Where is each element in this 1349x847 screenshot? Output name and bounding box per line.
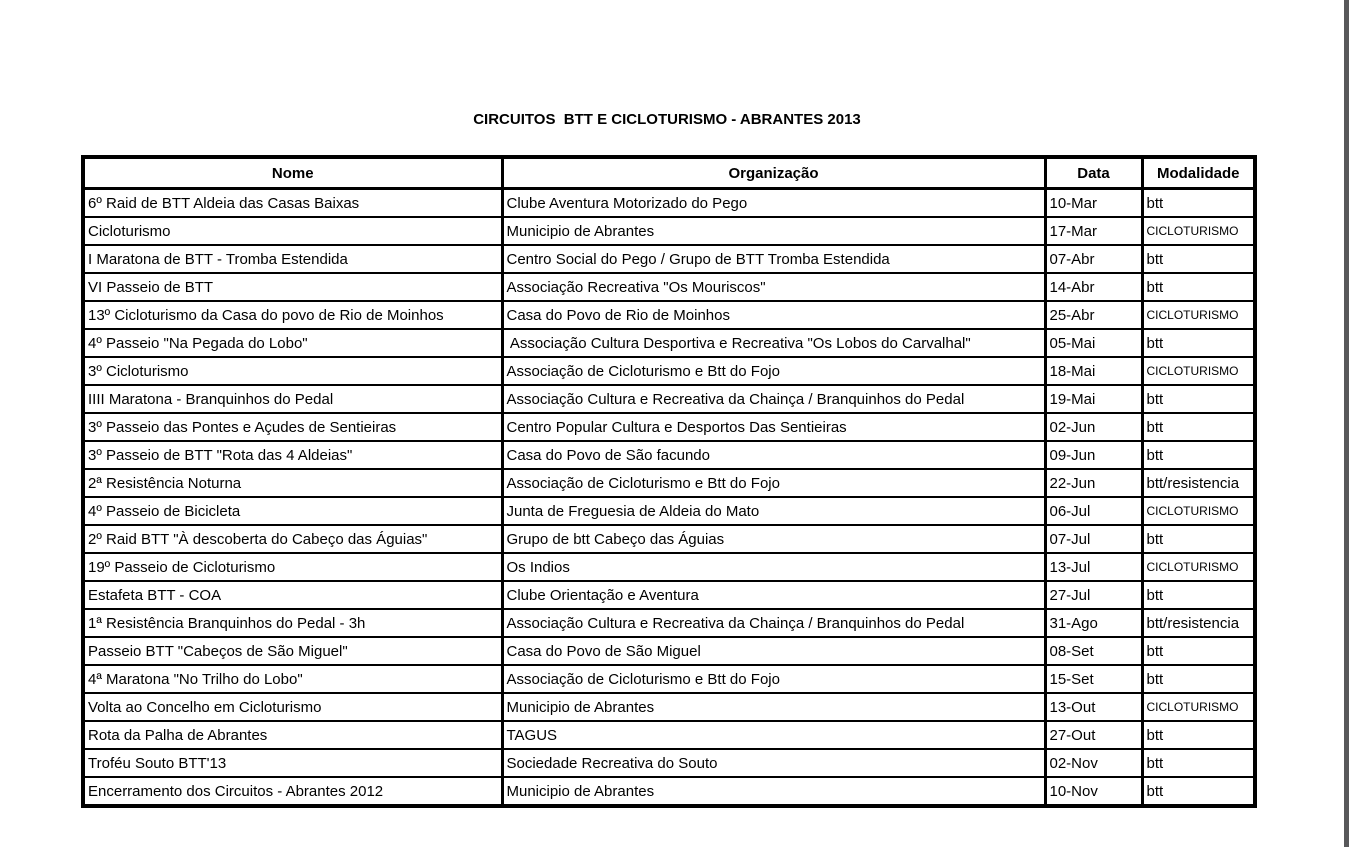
cell-nome: 4º Passeio de Bicicleta	[83, 497, 502, 525]
cell-nome: I Maratona de BTT - Tromba Estendida	[83, 245, 502, 273]
cell-modalidade: btt	[1142, 581, 1255, 609]
cell-modalidade: btt	[1142, 189, 1255, 218]
column-header-nome: Nome	[83, 157, 502, 189]
cell-organizacao: Municipio de Abrantes	[502, 777, 1045, 806]
cell-data: 05-Mai	[1045, 329, 1142, 357]
cell-data: 02-Jun	[1045, 413, 1142, 441]
cell-organizacao: Associação de Cicloturismo e Btt do Fojo	[502, 357, 1045, 385]
cell-data: 18-Mai	[1045, 357, 1142, 385]
cell-data: 13-Out	[1045, 693, 1142, 721]
cell-organizacao: Associação Cultura e Recreativa da Chainça / Branquinhos do Pedal	[502, 609, 1045, 637]
table-row	[83, 189, 1255, 218]
cell-modalidade: btt	[1142, 749, 1255, 777]
table-row	[83, 553, 1255, 581]
cell-data: 02-Nov	[1045, 749, 1142, 777]
cell-modalidade: btt/resistencia	[1142, 609, 1255, 637]
cell-data: 07-Abr	[1045, 245, 1142, 273]
cell-organizacao: Associação Cultura e Recreativa da Chainça / Branquinhos do Pedal	[502, 385, 1045, 413]
table-header-row	[83, 157, 1255, 189]
cell-organizacao: Associação Recreativa "Os Mouriscos"	[502, 273, 1045, 301]
cell-modalidade: btt	[1142, 413, 1255, 441]
cell-organizacao: Clube Orientação e Aventura	[502, 581, 1045, 609]
cell-nome: 3º Passeio de BTT "Rota das 4 Aldeias"	[83, 441, 502, 469]
cell-organizacao: Clube Aventura Motorizado do Pego	[502, 189, 1045, 218]
cell-nome: 19º Passeio de Cicloturismo	[83, 553, 502, 581]
cell-organizacao: Sociedade Recreativa do Souto	[502, 749, 1045, 777]
cell-organizacao: TAGUS	[502, 721, 1045, 749]
cell-data: 27-Jul	[1045, 581, 1142, 609]
table-row	[83, 385, 1255, 413]
cell-nome: 6º Raid de BTT Aldeia das Casas Baixas	[83, 189, 502, 218]
cell-organizacao: Associação Cultura Desportiva e Recreativa "Os Lobos do Carvalhal"	[502, 329, 1045, 357]
table-row	[83, 749, 1255, 777]
table-row	[83, 777, 1255, 806]
table-row	[83, 469, 1255, 497]
cell-modalidade: btt	[1142, 777, 1255, 806]
cell-data: 14-Abr	[1045, 273, 1142, 301]
cell-data: 09-Jun	[1045, 441, 1142, 469]
cell-organizacao: Grupo de btt Cabeço das Águias	[502, 525, 1045, 553]
cell-data: 22-Jun	[1045, 469, 1142, 497]
cell-data: 08-Set	[1045, 637, 1142, 665]
table-body	[83, 189, 1255, 807]
cell-modalidade: CICLOTURISMO	[1142, 497, 1255, 525]
cell-organizacao: Centro Social do Pego / Grupo de BTT Tromba Estendida	[502, 245, 1045, 273]
table-row	[83, 665, 1255, 693]
table-row	[83, 721, 1255, 749]
cell-nome: 4ª Maratona "No Trilho do Lobo"	[83, 665, 502, 693]
cell-data: 27-Out	[1045, 721, 1142, 749]
cell-modalidade: btt	[1142, 665, 1255, 693]
cell-data: 10-Nov	[1045, 777, 1142, 806]
cell-nome: Encerramento dos Circuitos - Abrantes 2012	[83, 777, 502, 806]
table-row	[83, 525, 1255, 553]
cell-nome: 2º Raid BTT "À descoberta do Cabeço das Águias"	[83, 525, 502, 553]
table-header	[83, 157, 1255, 189]
cell-organizacao: Municipio de Abrantes	[502, 693, 1045, 721]
cell-data: 17-Mar	[1045, 217, 1142, 245]
cell-modalidade: btt	[1142, 273, 1255, 301]
cell-nome: 4º Passeio "Na Pegada do Lobo"	[83, 329, 502, 357]
cell-organizacao: Casa do Povo de São facundo	[502, 441, 1045, 469]
cell-modalidade: CICLOTURISMO	[1142, 357, 1255, 385]
cell-data: 31-Ago	[1045, 609, 1142, 637]
cell-nome: Cicloturismo	[83, 217, 502, 245]
table-row	[83, 609, 1255, 637]
table-row	[83, 273, 1255, 301]
cell-data: 07-Jul	[1045, 525, 1142, 553]
cell-nome: Rota da Palha de Abrantes	[83, 721, 502, 749]
cell-modalidade: btt	[1142, 245, 1255, 273]
cell-nome: 2ª Resistência Noturna	[83, 469, 502, 497]
table-row	[83, 329, 1255, 357]
cell-modalidade: btt	[1142, 721, 1255, 749]
cell-organizacao: Associação de Cicloturismo e Btt do Fojo	[502, 469, 1045, 497]
cell-organizacao: Casa do Povo de Rio de Moinhos	[502, 301, 1045, 329]
cell-nome: 3º Cicloturismo	[83, 357, 502, 385]
page-title: CIRCUITOS BTT E CICLOTURISMO - ABRANTES 2013	[473, 111, 861, 128]
table-row	[83, 693, 1255, 721]
cell-nome: 3º Passeio das Pontes e Açudes de Sentieiras	[83, 413, 502, 441]
cell-organizacao: Junta de Freguesia de Aldeia do Mato	[502, 497, 1045, 525]
cell-nome: Volta ao Concelho em Cicloturismo	[83, 693, 502, 721]
events-table	[81, 155, 1257, 808]
cell-nome: 13º Cicloturismo da Casa do povo de Rio de Moinhos	[83, 301, 502, 329]
table-row	[83, 441, 1255, 469]
cell-data: 13-Jul	[1045, 553, 1142, 581]
cell-nome: IIII Maratona - Branquinhos do Pedal	[83, 385, 502, 413]
table-row	[83, 413, 1255, 441]
cell-nome: Troféu Souto BTT'13	[83, 749, 502, 777]
cell-nome: 1ª Resistência Branquinhos do Pedal - 3h	[83, 609, 502, 637]
cell-nome: Estafeta BTT - COA	[83, 581, 502, 609]
cell-data: 10-Mar	[1045, 189, 1142, 218]
cell-modalidade: btt	[1142, 637, 1255, 665]
cell-organizacao: Municipio de Abrantes	[502, 217, 1045, 245]
cell-modalidade: CICLOTURISMO	[1142, 693, 1255, 721]
cell-organizacao: Associação de Cicloturismo e Btt do Fojo	[502, 665, 1045, 693]
column-header-modalidade: Modalidade	[1142, 157, 1255, 189]
cell-data: 06-Jul	[1045, 497, 1142, 525]
column-header-organizacao: Organização	[502, 157, 1045, 189]
cell-data: 25-Abr	[1045, 301, 1142, 329]
cell-modalidade: btt	[1142, 385, 1255, 413]
table-row	[83, 357, 1255, 385]
cell-modalidade: btt	[1142, 525, 1255, 553]
window-right-edge-bar	[1344, 0, 1349, 847]
cell-modalidade: CICLOTURISMO	[1142, 217, 1255, 245]
table-row	[83, 245, 1255, 273]
table-row	[83, 637, 1255, 665]
column-header-data: Data	[1045, 157, 1142, 189]
cell-organizacao: Casa do Povo de São Miguel	[502, 637, 1045, 665]
table-row	[83, 497, 1255, 525]
cell-modalidade: btt/resistencia	[1142, 469, 1255, 497]
cell-modalidade: CICLOTURISMO	[1142, 553, 1255, 581]
cell-modalidade: btt	[1142, 329, 1255, 357]
cell-modalidade: CICLOTURISMO	[1142, 301, 1255, 329]
table-row	[83, 581, 1255, 609]
table-row	[83, 301, 1255, 329]
cell-organizacao: Centro Popular Cultura e Desportos Das Sentieiras	[502, 413, 1045, 441]
table-row	[83, 217, 1255, 245]
cell-nome: VI Passeio de BTT	[83, 273, 502, 301]
cell-organizacao: Os Indios	[502, 553, 1045, 581]
cell-nome: Passeio BTT "Cabeços de São Miguel"	[83, 637, 502, 665]
cell-data: 15-Set	[1045, 665, 1142, 693]
cell-data: 19-Mai	[1045, 385, 1142, 413]
cell-modalidade: btt	[1142, 441, 1255, 469]
